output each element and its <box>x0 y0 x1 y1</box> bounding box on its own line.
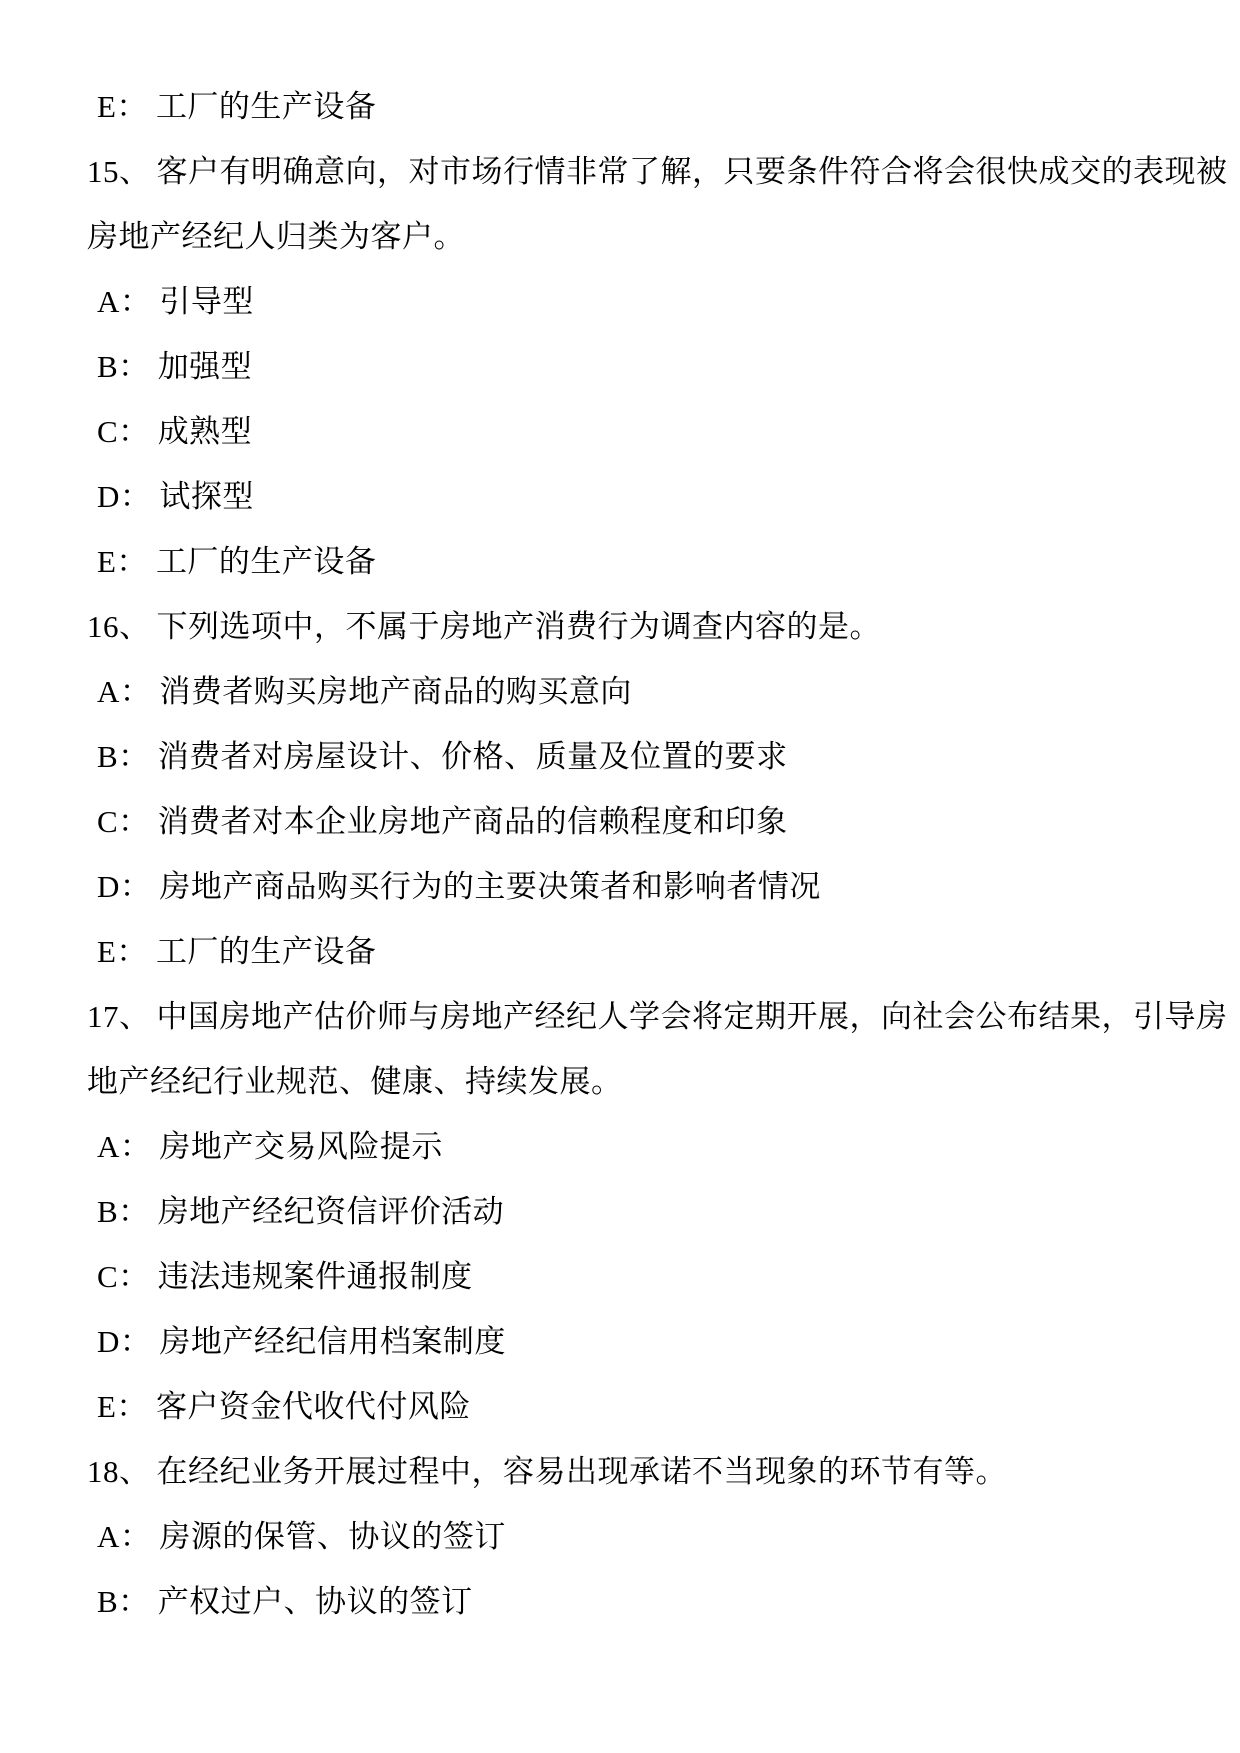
question-15-option-a <box>87 269 1180 334</box>
question-18 <box>87 1439 1180 1634</box>
option-text: 房地产经纪资信评价活动 <box>157 1194 505 1229</box>
question-16-option-d <box>87 854 1180 919</box>
option-label: E： <box>97 544 148 579</box>
question-16 <box>87 594 1180 984</box>
option-text: 工厂的生产设备 <box>155 544 377 579</box>
question-15-option-d <box>87 464 1180 529</box>
question-number: 16、 <box>87 609 151 644</box>
option-text: 违法违规案件通报制度 <box>157 1259 473 1294</box>
option-text: 消费者对本企业房地产商品的信赖程度和印象 <box>157 804 788 839</box>
option-text: 试探型 <box>159 479 254 514</box>
option-label: B： <box>97 739 150 774</box>
option-label: C： <box>97 1259 150 1294</box>
option-label: D： <box>97 479 152 514</box>
question-18-option-a <box>87 1504 1180 1569</box>
option-label: C： <box>97 804 150 839</box>
question-15 <box>87 139 1228 594</box>
option-text: 工厂的生产设备 <box>155 934 377 969</box>
option-label: C： <box>97 414 150 449</box>
question-text: 在经纪业务开展过程中，容易出现承诺不当现象的环节有等。 <box>156 1454 1007 1489</box>
option-label: B： <box>97 1194 150 1229</box>
question-number: 18、 <box>87 1454 151 1489</box>
option-text: 加强型 <box>157 349 253 384</box>
question-15-option-c <box>87 399 1180 464</box>
option-label: E： <box>97 934 148 969</box>
question-number: 15、 <box>87 154 151 189</box>
option-label: D： <box>97 1324 152 1359</box>
question-17 <box>87 984 1228 1439</box>
question-17-option-d <box>87 1309 1180 1374</box>
option-label: A： <box>97 674 152 709</box>
option-text: 房地产经纪信用档案制度 <box>159 1324 506 1359</box>
option-text: 产权过户、协议的签订 <box>157 1584 473 1619</box>
question-text: 下列选项中，不属于房地产消费行为调查内容的是。 <box>156 609 881 644</box>
option-label: B： <box>97 1584 150 1619</box>
option-text: 引导型 <box>159 284 254 319</box>
question-15-option-e <box>87 529 1180 594</box>
option-label: B： <box>97 349 150 384</box>
option-text: 房地产交易风险提示 <box>159 1129 443 1164</box>
question-number: 17、 <box>87 999 151 1034</box>
option-text: 客户资金代收代付风险 <box>155 1389 471 1424</box>
option-text: 房源的保管、协议的签订 <box>159 1519 506 1554</box>
question-17-text-line-1 <box>87 984 1228 1049</box>
question-17-option-a <box>87 1114 1180 1179</box>
option-text: 成熟型 <box>157 414 253 449</box>
question-15-text-line-2: 房地产经纪人归类为客户。 <box>87 219 465 254</box>
question-16-text-line-1 <box>87 594 1180 659</box>
question-16-option-c <box>87 789 1180 854</box>
option-label: D： <box>97 869 152 904</box>
question-17-option-c <box>87 1244 1180 1309</box>
question-16-option-a <box>87 659 1180 724</box>
question-15-text-line-1 <box>87 139 1228 204</box>
question-16-option-e <box>87 919 1180 984</box>
question-17-option-e <box>87 1374 1180 1439</box>
option-text: 房地产商品购买行为的主要决策者和影响者情况 <box>159 869 821 904</box>
option-label: A： <box>97 1129 152 1164</box>
question-17-option-b <box>87 1179 1180 1244</box>
option-text: 工厂的生产设备 <box>155 89 377 124</box>
question-15-option-b <box>87 334 1180 399</box>
question-text: 客户有明确意向，对市场行情非常了解，只要条件符合将会很快成交的表现被 <box>156 154 1228 189</box>
question-18-option-b <box>87 1569 1180 1634</box>
option-text: 消费者购买房地产商品的购买意向 <box>159 674 632 709</box>
option-label: A： <box>97 284 152 319</box>
option-label: E： <box>97 1389 148 1424</box>
question-16-option-b <box>87 724 1180 789</box>
question-text: 中国房地产估价师与房地产经纪人学会将定期开展，向社会公布结果，引导房 <box>156 999 1228 1034</box>
carryover-option-e <box>87 74 1180 139</box>
option-label: A： <box>97 1519 152 1554</box>
option-text: 消费者对房屋设计、价格、质量及位置的要求 <box>157 739 788 774</box>
question-17-text-line-2: 地产经纪行业规范、健康、持续发展。 <box>87 1064 623 1099</box>
question-18-text-line-1 <box>87 1439 1180 1504</box>
option-label: E： <box>97 89 148 124</box>
